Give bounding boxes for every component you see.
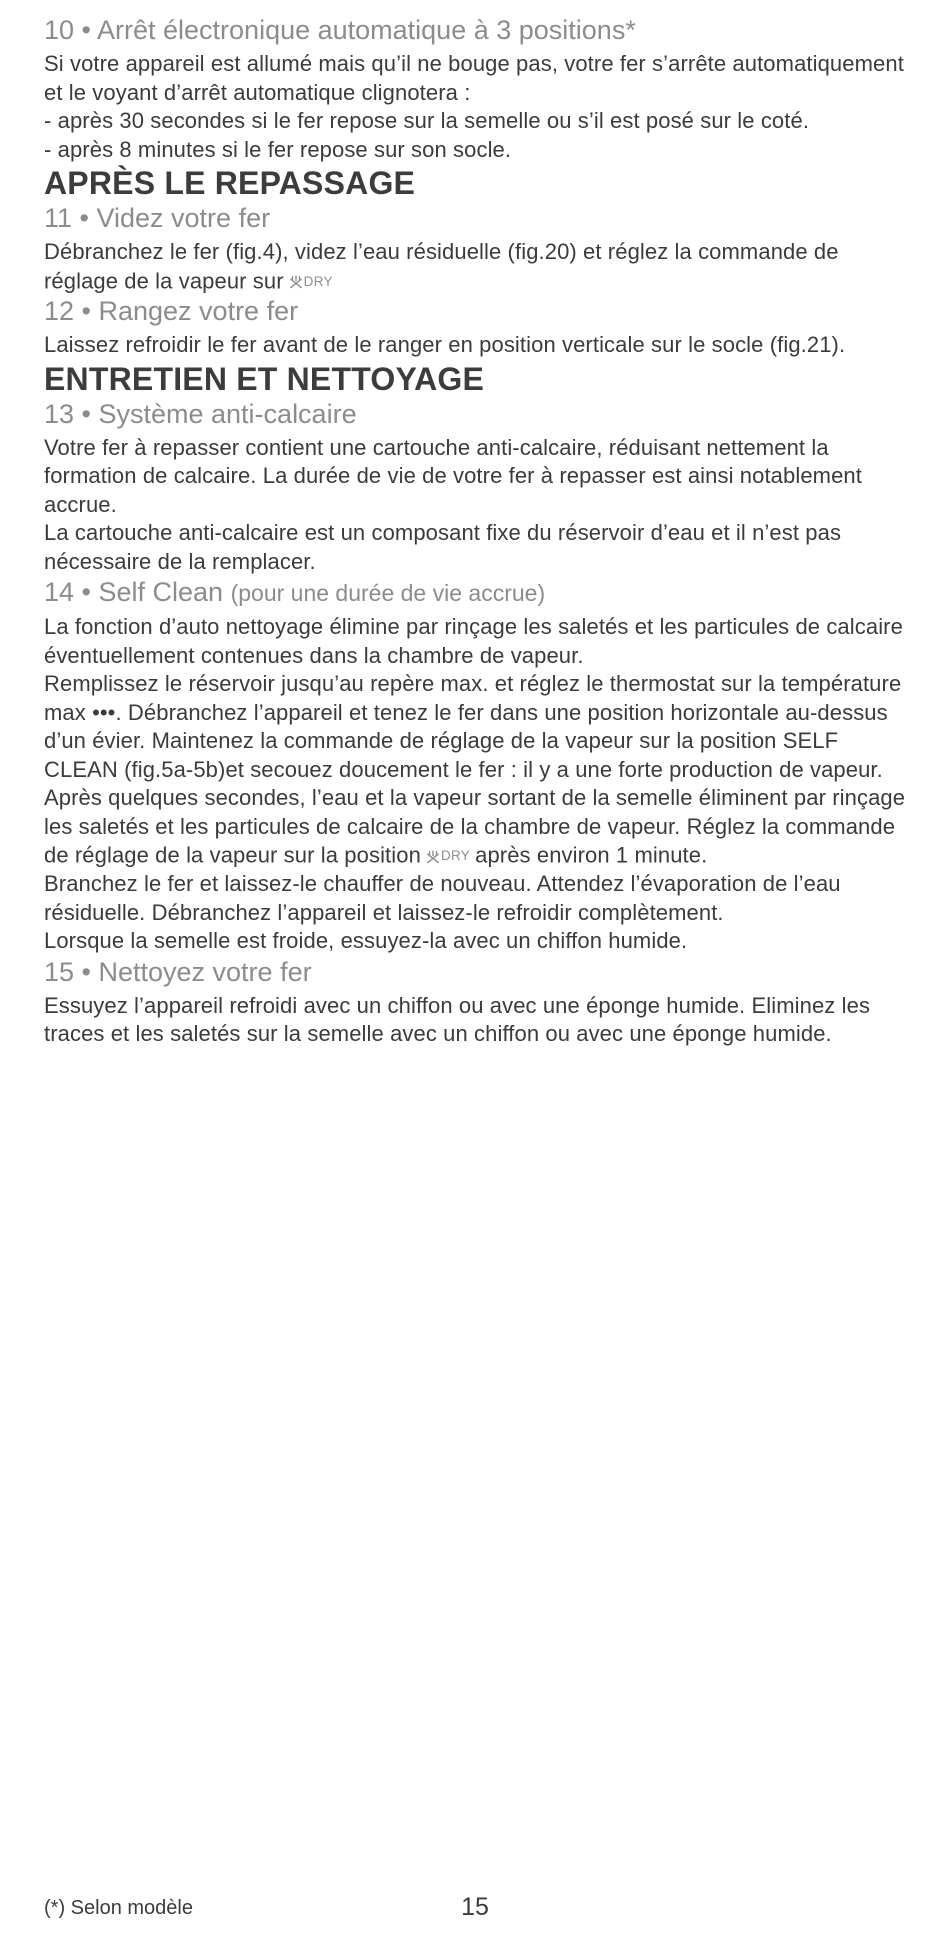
page-footer (0, 1892, 950, 1922)
section-14-subtitle: (pour une durée de vie accrue) (230, 580, 546, 607)
after-ironing-heading: APRÈS LE REPASSAGE (44, 165, 416, 201)
section-13-paragraph-2: La cartouche anti-calcaire est un composant fixe du réservoir d’eau et il n’est pas nécessaire de la remplacer. (44, 520, 842, 574)
section-14-paragraph-3: Branchez le fer et laissez-le chauffer de nouveau. Attendez l’évaporation de l’eau résiduelle. Débranchez l’appareil et laissez-le refroidir complètement. (44, 871, 841, 925)
no-steam-icon (426, 850, 440, 864)
section-14-heading (44, 576, 908, 609)
section-12-paragraph: Laissez refroidir le fer avant de le ranger en position verticale sur le socle (fig.21). (44, 332, 846, 358)
section-10-heading: 10 • Arrêt électronique automatique à 3 positions* (44, 15, 636, 45)
dry-setting-badge (289, 268, 333, 297)
section-14-text-pre: Remplissez le réservoir jusqu’au repère max. et réglez le thermostat sur la température max •••. Débranchez l’appareil et tenez le fer dans une position horizontale au-dessus d’un évier. Maintenez la commande de réglage de la vapeur sur la position SELF CLEAN (fig.5a-5b)et secouez doucement le fer : il y a une forte production de vapeur. Après quelques secondes, l’eau et la vapeur sortant de la semelle éliminent par rinçage les saletés et les particules de calcaire de la chambre de vapeur. Réglez la commande de réglage de la vapeur sur la position (44, 671, 906, 868)
section-14-title: 14 • Self Clean (44, 577, 224, 608)
dry-label: DRY (303, 273, 333, 289)
section-14-paragraph-1: La fonction d’auto nettoyage élimine par rinçage les saletés et les particules de calcaire éventuellement contenues dans la chambre de vapeur. (44, 614, 903, 668)
dry-label: DRY (440, 848, 471, 864)
footnote-model-note: (*) Selon modèle (44, 1897, 193, 1919)
section-10-paragraph: Si votre appareil est allumé mais qu’il ne bouge pas, votre fer s’arrête automatiquement et le voyant d’arrêt automatique clignotera : (44, 51, 904, 105)
section-13-paragraph-1: Votre fer à repasser contient une cartouche anti-calcaire, réduisant nettement la formation de calcaire. La durée de vie de votre fer à repasser est ainsi notablement accrue. (44, 434, 862, 517)
dry-setting-badge (426, 842, 470, 871)
section-12-heading: 12 • Rangez votre fer (44, 296, 299, 327)
section-11-paragraph (44, 238, 908, 295)
section-11-text: Débranchez le fer (fig.4), videz l’eau résiduelle (fig.20) et réglez la commande de réglage de la vapeur sur (44, 239, 839, 293)
section-14-paragraph-4: Lorsque la semelle est froide, essuyez-la avec un chiffon humide. (44, 928, 688, 953)
section-14-paragraph-2 (44, 670, 908, 870)
section-10-bullet-1: - après 30 secondes si le fer repose sur la semelle ou s’il est posé sur le coté. (44, 108, 810, 133)
section-13-heading: 13 • Système anti-calcaire (44, 398, 357, 429)
section-15-paragraph: Essuyez l’appareil refroidi avec un chiffon ou avec une éponge humide. Eliminez les traces et les saletés sur la semelle avec un chiffon ou avec une éponge humide. (44, 992, 871, 1046)
page-number: 15 (461, 1893, 489, 1921)
section-14-text-post: après environ 1 minute. (475, 842, 708, 868)
section-15-heading: 15 • Nettoyez votre fer (44, 956, 312, 987)
care-cleaning-heading: ENTRETIEN ET NETTOYAGE (44, 360, 485, 397)
no-steam-icon (289, 275, 303, 289)
section-11-heading: 11 • Videz votre fer (44, 203, 271, 233)
section-10-bullet-2: - après 8 minutes si le fer repose sur son socle. (44, 136, 512, 162)
